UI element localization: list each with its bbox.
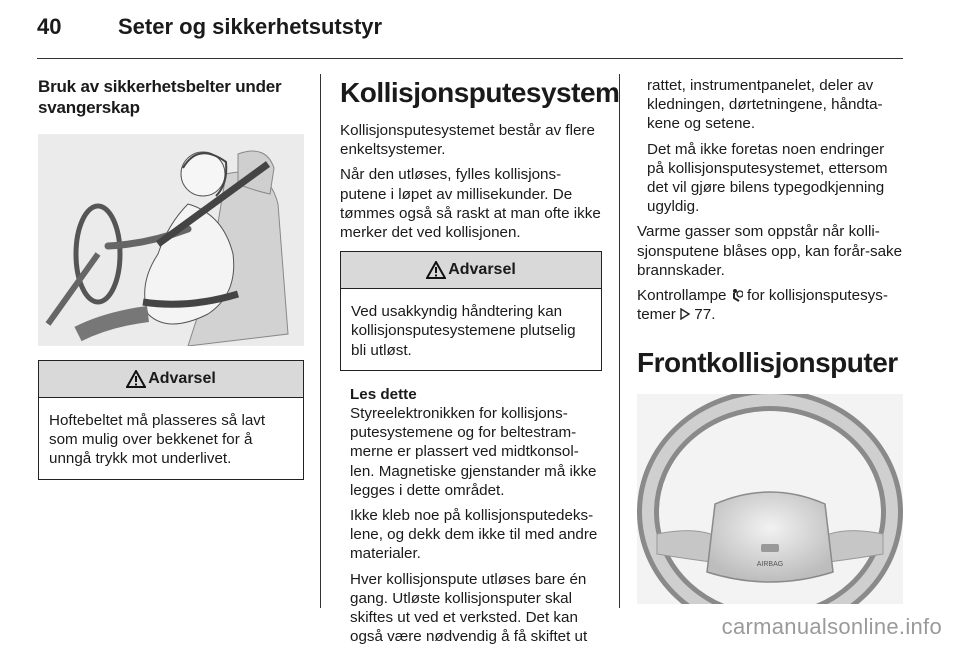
chapter-title: Seter og sikkerhetsutstyr [118,14,383,39]
note-title: Les dette [350,385,417,403]
airbag-label: AIRBAG [756,561,784,569]
warning-triangle-icon [126,370,146,388]
paragraph-deploy: Når den utløses, fylles kollisjons-putene i løpet av millisekunder. De tømmes også så raskt at man ofte ikke merker det ved kollisjonen. [340,166,601,242]
note-paragraph-2: Ikke kleb noe på kollisjonsputedeks-lene, og dekk dem ikke til med andre materialer. [350,507,598,563]
control-lamp-text-2: for kollisjonsputesys-temer [637,287,888,324]
note-continuation [637,76,905,216]
note-paragraph-3: Hver kollisjonspute utløses bare én gang. Utløste kollisjonsputer skal skiftes ut ved et verksted. Det kan også være nødvendig å få skiftet ut [350,570,588,646]
section-heading-pregnancy: Bruk av sikkerhetsbelter under svangerskap [38,77,282,117]
watermark: carmanualsonline.info [721,614,942,639]
note-continuation-1: rattet, instrumentpanelet, deler av kledningen, dørtetningene, håndta-kene og setene. [647,77,883,133]
warning-title: Advarsel [448,261,516,279]
paragraph-intro: Kollisjonsputesystemet består av flere enkeltsystemer. [340,122,595,159]
note-paragraph-1: Styreelektronikken for kollisjons-putesystemene og for beltestram-merne er plassert ved midtkonsol-len. Magnetiske gjenstander må ikke legges i dette området. [350,405,597,499]
column-3 [637,76,905,604]
warning-triangle-icon [426,261,446,279]
header-divider [37,58,903,59]
warning-header [341,252,601,289]
column-1 [38,76,304,480]
paragraph-hot-gases: Varme gasser som oppstår når kolli-sjonsputene blåses opp, kan forår-sake brannskader. [637,223,903,279]
section-title-airbag-system: Kollisjonsputesystem [340,77,620,108]
warning-header [39,361,303,398]
steering-wheel-airbag-illustration [637,394,905,604]
note-continuation-2: Det må ikke foretas noen endringer på kollisjonsputesystemet, ettersom det vil gjøre bilens typegodkjenning ugyldig. [647,140,888,216]
control-lamp-text: Kontrollampe [637,287,727,305]
column-divider-left [320,74,321,608]
column-2 [340,76,620,646]
warning-text: Hoftebeltet må plasseres så lavt som mulig over bekkenet for å unngå trykk mot underlivet. [49,412,266,468]
page-reference-arrow-icon [680,308,690,320]
warning-box-belt [38,360,304,480]
warning-title: Advarsel [148,370,216,387]
pregnant-woman-seatbelt-illustration [38,134,304,346]
page-number: 40 [37,14,62,39]
note-block [340,385,602,646]
warning-text: Ved usakkyndig håndtering kan kollisjonsputesystemene plutselig bli utløst. [351,303,576,359]
paragraph-control-lamp [637,286,905,324]
column-divider-right [619,74,620,608]
section-title-front-airbags: Frontkollisjonsputer [637,347,898,379]
page-reference[interactable]: 77. [694,306,716,324]
airbag-lamp-icon [731,288,743,302]
warning-box-airbag [340,251,602,371]
